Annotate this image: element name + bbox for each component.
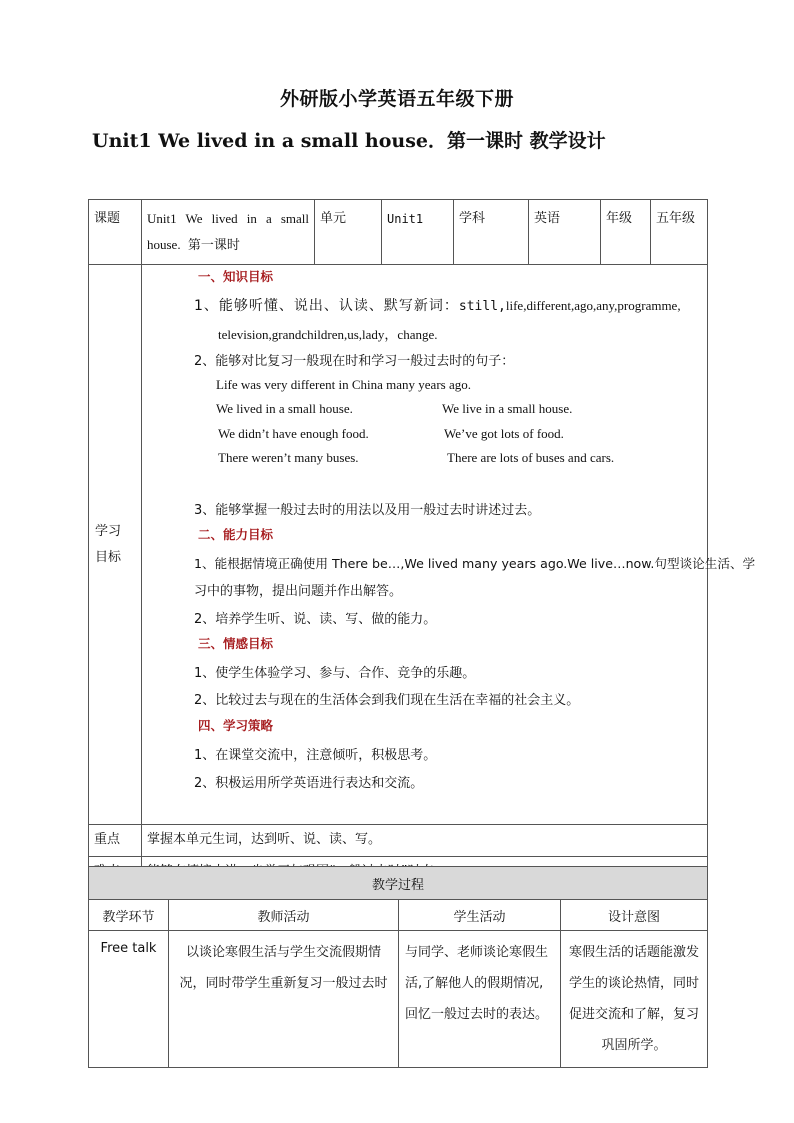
ability-goal-1-cont: 习中的事物，提出问题并作出解答。 xyxy=(194,584,403,599)
subject-label: 学科 xyxy=(454,200,529,265)
teacher-activity-cell: 以谈论寒假生活与学生交流假期情况，同时带学生重新复习一般过去时 xyxy=(169,931,399,1068)
grade-value: 五年级 xyxy=(651,200,708,265)
col-stage: 教学环节 xyxy=(89,900,169,931)
subject-value: 英语 xyxy=(529,200,601,265)
strategy-heading: 四、学习策略 xyxy=(198,718,274,733)
example-past-2: We didn’t have enough food. xyxy=(218,426,369,441)
table-row xyxy=(89,931,708,1068)
emotion-goal-1: 1、使学生体验学习、参与、合作、竞争的乐趣。 xyxy=(194,666,476,681)
teaching-process-table xyxy=(88,866,708,1068)
student-activity-cell: 与同学、老师谈论寒假生活,了解他人的假期情况,回忆一般过去时的表达。 xyxy=(399,931,561,1068)
example-past-3: There weren’t many buses. xyxy=(218,450,359,465)
strategy-1: 1、在课堂交流中，注意倾听，积极思考。 xyxy=(194,748,437,763)
goal-new-words: 1、能够听懂、说出、认读、默写新词：still,life,different,ago,any,programme, xyxy=(194,298,681,314)
process-columns-row xyxy=(89,900,708,931)
goals-row xyxy=(89,265,708,825)
process-header: 教学过程 xyxy=(89,867,708,900)
emotion-goal-2: 2、比较过去与现在的生活体会到我们现在生活在幸福的社会主义。 xyxy=(194,693,580,708)
focus-text: 掌握本单元生词，达到听、说、读、写。 xyxy=(142,825,708,857)
unit-label: 单元 xyxy=(315,200,382,265)
focus-row xyxy=(89,825,708,857)
example-present-3: There are lots of buses and cars. xyxy=(447,450,615,465)
goal-past-tense-usage: 3、能够掌握一般过去时的用法以及用一般过去时讲述过去。 xyxy=(194,503,541,518)
example-present-1: We live in a small house. xyxy=(442,401,573,416)
ability-goal-2: 2、培养学生听、说、读、写、做的能力。 xyxy=(194,612,437,627)
col-teacher: 教师活动 xyxy=(169,900,399,931)
stage-cell: Free talk xyxy=(89,931,169,1068)
lesson-info-table xyxy=(88,199,756,889)
document-title: 外研版小学英语五年级下册 xyxy=(279,88,514,110)
goal-compare-tenses: 2、能够对比复习一般现在时和学习一般过去时的句子： xyxy=(194,354,515,369)
col-student: 学生活动 xyxy=(399,900,561,931)
ability-goals-heading: 二、能力目标 xyxy=(198,527,274,542)
goal-new-words-cont: television,grandchildren,us,lady，change. xyxy=(218,327,438,342)
goals-label: 学习目标 xyxy=(89,265,142,825)
topic-value: Unit1 We lived in a small house. 第一课时 xyxy=(142,200,315,265)
goals-content xyxy=(142,265,756,825)
focus-label: 重点 xyxy=(89,825,142,857)
header-row xyxy=(89,200,708,265)
design-intent-cell: 寒假生活的话题能激发学生的谈论热情，同时促进交流和了解，复习巩固所学。 xyxy=(561,931,708,1068)
knowledge-goals-heading: 一、知识目标 xyxy=(198,269,274,284)
example-present-2: We’ve got lots of food. xyxy=(444,426,564,441)
example-past-1: We lived in a small house. xyxy=(216,401,353,416)
process-header-row xyxy=(89,867,708,900)
strategy-2: 2、积极运用所学英语进行表达和交流。 xyxy=(194,776,424,791)
example-sentence-1: Life was very different in China many years ago. xyxy=(216,377,471,392)
emotion-goals-heading: 三、情感目标 xyxy=(198,636,274,651)
grade-label: 年级 xyxy=(601,200,651,265)
unit-value: Unit1 xyxy=(382,200,454,265)
ability-goal-1: 1、能根据情境正确使用 There be…,We lived many years ago.We live…now.句型谈论生活、学 xyxy=(194,556,756,571)
document-subtitle: Unit1 We lived in a small house．第一课时 教学设计 xyxy=(92,130,606,152)
topic-label: 课题 xyxy=(89,200,142,265)
col-intent: 设计意图 xyxy=(561,900,708,931)
